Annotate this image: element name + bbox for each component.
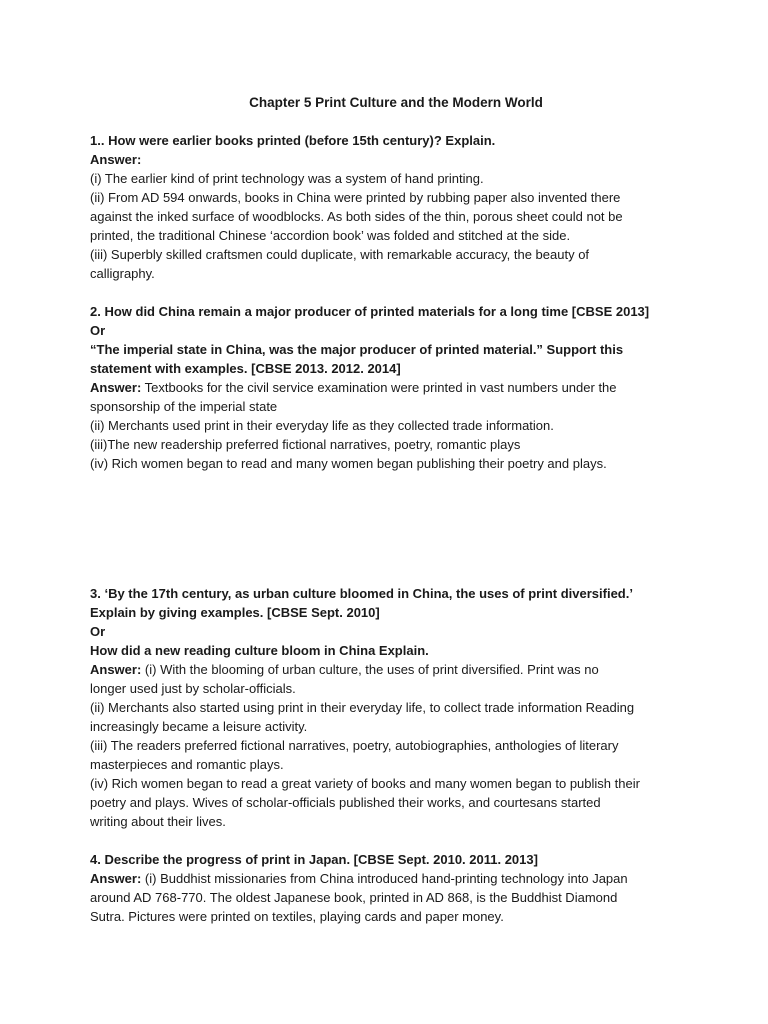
question-3-or: Or — [90, 624, 106, 639]
answer-1-line: (i) The earlier kind of print technology was a system of hand printing. — [90, 171, 484, 186]
answer-4-first-line — [90, 869, 690, 888]
question-2 — [90, 302, 690, 473]
answer-2-line: sponsorship of the imperial state — [90, 399, 278, 414]
answer-3-line: (iii) The readers preferred fictional narratives, poetry, autobiographies, anthologies of literary — [90, 738, 619, 753]
answer-3-line: (iv) Rich women began to read a great variety of books and many women began to publish their — [90, 776, 640, 791]
answer-4-line: around AD 768-770. The oldest Japanese book, printed in AD 868, is the Buddhist Diamond — [90, 890, 618, 905]
question-2-text: statement with examples. [CBSE 2013. 2012. 2014] — [90, 361, 401, 376]
answer-2-line: (iii)The new readership preferred fictional narratives, poetry, romantic plays — [90, 437, 521, 452]
question-2-or: Or — [90, 323, 106, 338]
question-2-text: “The imperial state in China, was the major producer of printed material.” Support this — [90, 342, 624, 357]
answer-3-line: poetry and plays. Wives of scholar-officials published their works, and courtesans started — [90, 795, 601, 810]
question-3 — [90, 584, 690, 831]
question-3-text: 3. ‘By the 17th century, as urban culture bloomed in China, the uses of print diversified.’ — [90, 586, 633, 601]
question-4 — [90, 850, 690, 926]
answer-2-line: (iv) Rich women began to read and many women began publishing their poetry and plays. — [90, 456, 607, 471]
answer-3-line: (ii) Merchants also started using print in their everyday life, to collect trade information Reading — [90, 700, 635, 715]
question-1 — [90, 131, 690, 283]
question-4-text: 4. Describe the progress of print in Japan. [CBSE Sept. 2010. 2011. 2013] — [90, 852, 538, 867]
document-page — [90, 93, 690, 926]
answer-1-line: calligraphy. — [90, 266, 155, 281]
page-title: Chapter 5 Print Culture and the Modern World — [249, 95, 543, 110]
answer-2-label: Answer: — [90, 380, 142, 395]
answer-3-first-text: (i) With the blooming of urban culture, the uses of print diversified. Print was no — [141, 662, 599, 677]
answer-3-line: longer used just by scholar-officials. — [90, 681, 296, 696]
answer-1-label: Answer: — [90, 152, 142, 167]
answer-2-line: (ii) Merchants used print in their everyday life as they collected trade information. — [90, 418, 554, 433]
answer-4-first-text: (i) Buddhist missionaries from China introduced hand-printing technology into Japan — [141, 871, 628, 886]
answer-4-line: Sutra. Pictures were printed on textiles, playing cards and paper money. — [90, 909, 504, 924]
answer-3-label: Answer: — [90, 662, 142, 677]
question-3-text: Explain by giving examples. [CBSE Sept. 2010] — [90, 605, 380, 620]
answer-1-line: (iii) Superbly skilled craftsmen could duplicate, with remarkable accuracy, the beauty of — [90, 247, 590, 262]
answer-4-label: Answer: — [90, 871, 142, 886]
question-3-text: How did a new reading culture bloom in China Explain. — [90, 643, 429, 658]
answer-3-line: writing about their lives. — [90, 814, 226, 829]
answer-3-line: masterpieces and romantic plays. — [90, 757, 284, 772]
answer-3-line: increasingly became a leisure activity. — [90, 719, 308, 734]
question-1-text: 1.. How were earlier books printed (before 15th century)? Explain. — [90, 133, 496, 148]
answer-1-line: (ii) From AD 594 onwards, books in China were printed by rubbing paper also invented there — [90, 190, 621, 205]
answer-3-first-line — [90, 660, 690, 679]
answer-2-first-line — [90, 378, 690, 397]
question-2-text: 2. How did China remain a major producer of printed materials for a long time [CBSE 2013] — [90, 304, 650, 319]
answer-1-line: printed, the traditional Chinese ‘accordion book’ was folded and stitched at the side. — [90, 228, 571, 243]
answer-1-line: against the inked surface of woodblocks. As both sides of the thin, porous sheet could not be — [90, 209, 623, 224]
answer-2-first-text: Textbooks for the civil service examination were printed in vast numbers under the — [141, 380, 617, 395]
